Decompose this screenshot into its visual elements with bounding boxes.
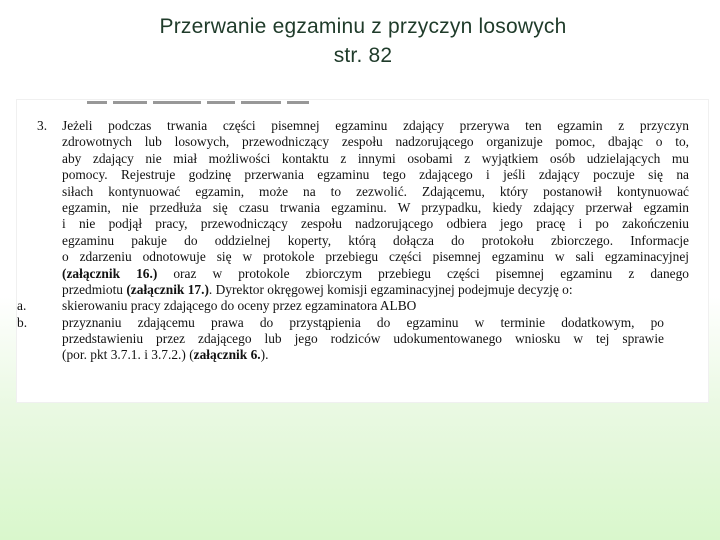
text-line: siłach kontynuować egzamin, może na to zezwolić. Zdającemu, który postanowił kontynuować — [62, 183, 689, 199]
annex-16-reference: (załącznik 16.) — [62, 265, 158, 281]
text-line: zdrowotnych lub losowych, przewodniczący zespołu nadzorującego organizuje pomoc, dbając o to, — [62, 134, 689, 150]
option-b-line: (por. pkt 3.7.1. i 3.7.2.) (załącznik 6.). — [62, 347, 269, 363]
scanned-document-excerpt — [17, 100, 708, 402]
title-line-1: Przerwanie egzaminu z przyczyn losowych — [159, 15, 567, 38]
option-a-text: skierowaniu pracy zdającego do oceny przez egzaminatora ALBO — [62, 298, 417, 314]
text-line: przedmiotu (załącznik 17.). Dyrektor okręgowej komisji egzaminacyjnej podejmuje decyzję o: — [62, 281, 573, 297]
option-b-letter: b. — [17, 314, 28, 330]
title-line-2: str. 82 — [333, 44, 393, 67]
item-text — [62, 118, 689, 298]
option-b-line: przyznaniu zdającemu prawa do przystąpienia do egzaminu w terminie dodatkowym, po — [62, 314, 664, 330]
text-line: i nie podjął pracy, przewodniczący zespołu nadzorującego odbiera jego pracę i po zakończeniu — [62, 216, 689, 232]
document-body — [17, 118, 689, 364]
text-line: o zdarzeniu odnotowuje się w protokole przebiegu części pisemnej egzaminu w sali egzaminacyjnej — [62, 249, 689, 265]
option-b-line: przedstawieniu przez zdającego lub jego rodziców udokumentowanego wniosku w tej sprawie — [62, 331, 664, 347]
option-b — [17, 315, 689, 364]
text-line: (załącznik 16.) oraz w protokole zbiorczym przebiegu części pisemnej egzaminu z danego — [62, 265, 689, 281]
text-line: egzamin, nie przedłuża się czasu trwania egzaminu. W przypadku, kiedy zdający przerwał egzamin — [62, 199, 689, 215]
text-line: aby zdający nie miał możliwości kontaktu z innymi osobami z wyjątkiem osób udzielających mu — [62, 150, 689, 166]
option-a — [17, 298, 689, 314]
slide-title — [0, 12, 720, 70]
annex-17-reference: (załącznik 17.) — [126, 281, 209, 297]
option-a-letter: a. — [17, 298, 27, 314]
cropped-previous-line — [87, 101, 347, 107]
annex-6-reference: załącznik 6. — [193, 347, 261, 363]
text-line: egzaminu pakuje do oddzielnej koperty, którą dołącza do protokołu zbiorczego. Informacje — [62, 232, 689, 248]
text-line: pomocy. Rejestruje godzinę przerwania egzaminu tego zdającego i jeśli zdający poczuje się na — [62, 167, 689, 183]
text-line: Jeżeli podczas trwania części pisemnej egzaminu zdający przerywa ten egzamin z przyczyn — [62, 118, 689, 133]
item-number: 3. — [37, 118, 48, 133]
